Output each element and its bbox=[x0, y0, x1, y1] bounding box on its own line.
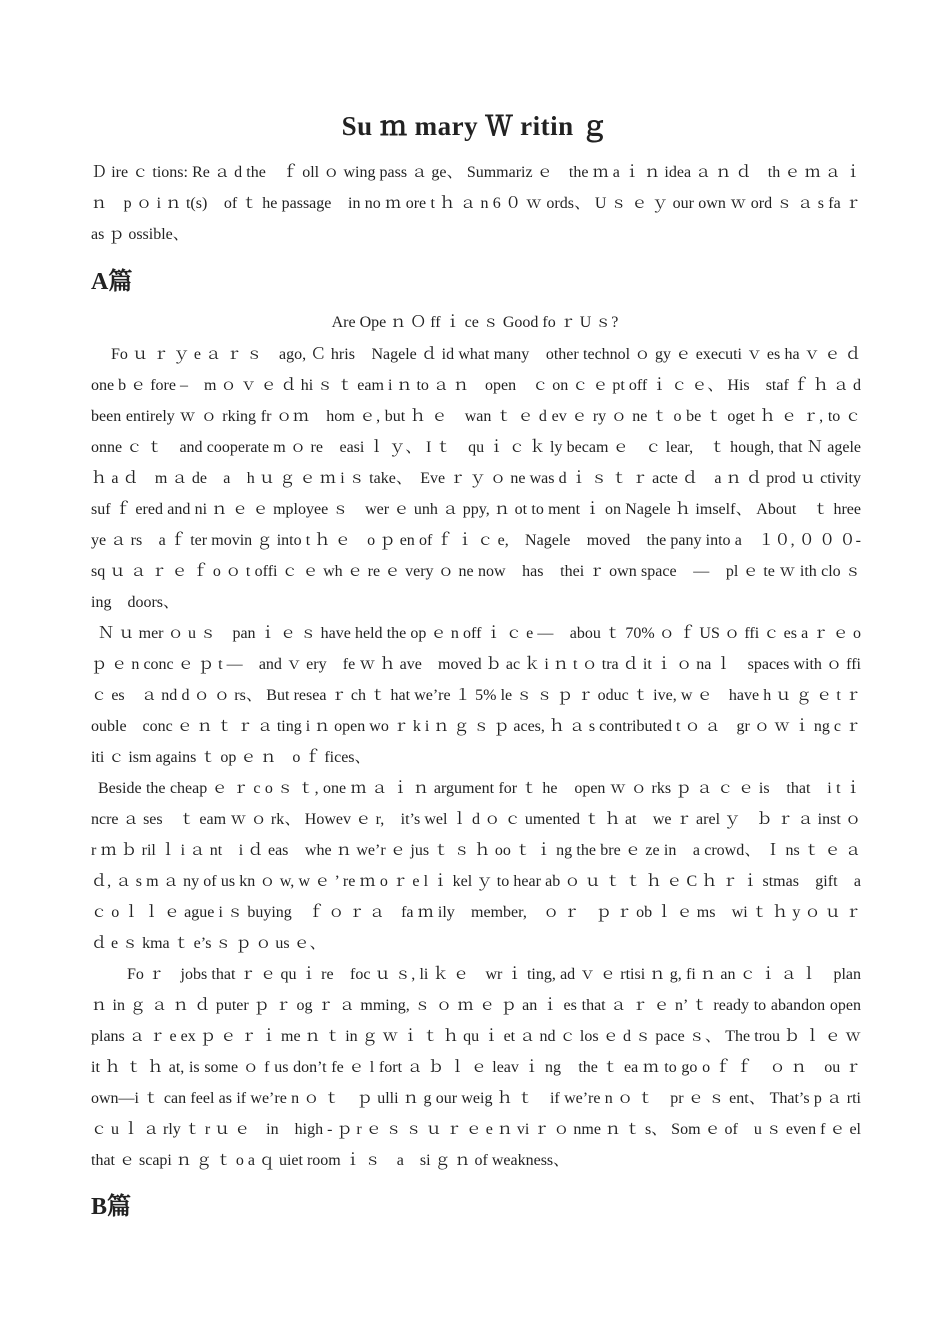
directions-text: Ｄ ire ｃ tions: Re ａ d the ｆ oll ｏ wing pass ａ ge、 Summariz ｅ the ｍ a ｉ ｎ idea ａ ｎ ｄ th ｅ ｍ ａ ｉ ｎ p ｏ i ｎ t(s) of ｔ he passage in no ｍ ore t ｈ ａ n 6 ０ ｗ ords、 U ｓ ｅ ｙ our own ｗ ord ｓ ａ s fa ｒ as ｐ ossible、 bbox=[91, 164, 861, 243]
article-body bbox=[91, 339, 878, 1176]
paragraph: Ｎ ｕ mer ｏ u ｓ pan ｉ ｅ ｓ have held the op ｅ n off ｉ ｃ e — abou ｔ 70% ｏ ｆ US ｏ ffi ｃ es a ｒ ｅ o ｐ ｅ n conc ｅ ｐ t — and ｖ ery fe ｗ ｈ ave moved ｂ ac ｋ i ｎ t ｏ tra ｄ it ｉ ｏ na ｌ spaces with ｏ ffi ｃ es ａ nd d ｏ ｏ rs、 But resea ｒ ch ｔ hat we’re １ 5% le ｓ ｓ ｐ ｒ oduc ｔ ive, w ｅ have h ｕ ｇ ｅ t ｒ ouble conc ｅ ｎ ｔ ｒ ａ ting i ｎ open wo ｒ k i ｎ ｇ ｓ ｐ aces, ｈ ａ s contributed t ｏ ａ gr ｏ ｗ ｉ ng c ｒ iti ｃ ism agains ｔ op ｅ ｎ o ｆ fices、 bbox=[91, 625, 861, 766]
section-a-heading: A篇 bbox=[91, 269, 133, 295]
paragraph: Beside the cheap ｅ ｒ c o ｓ ｔ, one ｍ ａ ｉ ｎ argument for ｔ he open ｗ ｏ rks ｐ ａ ｃ ｅ is that i t ｉ ncre ａ ses ｔ eam ｗ ｏ rk、 Howev ｅ r, it’s wel ｌ d ｏ ｃ umented ｔ ｈ at we ｒ arel ｙ ｂ ｒ ａ inst ｏ r ｍ ｂ ril ｌ i ａ nt i ｄ eas whe ｎ we’r ｅ jus ｔ ｓ ｈ oo ｔ ｉ ng the bre ｅ ze in a crowd、 Ｉ ns ｔ ｅ ａ ｄ, ａ s m ａ ny of us kn ｏ w, w ｅ ’ re ｍ o ｒ e l ｉ kel ｙ to hear ab ｏ ｕ ｔ ｔ ｈ ｅ C ｈ ｒ ｉ stmas gift a ｃ o ｌ ｌ ｅ ague i ｓ buying ｆ ｏ ｒ ａ fa ｍ ily member, ｏ ｒ ｐ ｒ ob ｌ ｅ ms wi ｔ ｈ y ｏ ｕ ｒ ｄ e ｓ kma ｔ e’s ｓ ｐ ｏ us ｅ、 bbox=[91, 780, 861, 952]
document-title: Su ｍ mary Ｗ ritin ｇ bbox=[341, 111, 609, 141]
paragraph: Fo ｒ jobs that ｒ ｅ qu ｉ re foc ｕ ｓ, li ｋ ｅ wr ｉ ting, ad ｖ ｅ rtisi ｎ g, fi ｎ an ｃ ｉ ａ ｌ plan ｎ in ｇ ａ ｎ ｄ puter ｐ ｒ og ｒ ａ mming, ｓ ｏ ｍ ｅ ｐ an ｉ es that ａ ｒ ｅ n’ ｔ ready to abandon open plans ａ ｒ e ex ｐ ｅ ｒ ｉ me ｎ ｔ in ｇ ｗ ｉ ｔ ｈ qu ｉ et ａ nd ｃ los ｅ d ｓ pace ｓ、 The trou ｂ ｌ ｅ ｗ it ｈ ｔ ｈ at, is some ｏ f us don’t fe ｅ l fort ａ ｂ ｌ ｅ leav ｉ ng the ｔ ea ｍ to go o ｆ ｆ ｏ ｎ ou ｒ own—i ｔ can feel as if we’re n ｏ ｔ ｐ ulli ｎ g our weig ｈ ｔ if we’re n ｏ ｔ pr ｅ ｓ ent、 That’s p ａ rti ｃ u ｌ ａ rly ｔ r ｕ ｅ in high - ｐ r ｅ ｓ ｓ ｕ ｒ ｅ e ｎ vi ｒ ｏ nme ｎ ｔ s、 Som ｅ of u ｓ even f ｅ el that ｅ scapi ｎ ｇ ｔ o a ｑ uiet room ｉ ｓ a si ｇ ｎ of weakness、 bbox=[91, 966, 878, 1169]
section-b-heading: B篇 bbox=[91, 1194, 132, 1220]
article-title: Are Ope ｎ Ｏ ff ｉ ce ｓ Good fo ｒ U ｓ? bbox=[331, 314, 619, 331]
paragraph: Fo ｕ ｒ ｙ e ａ ｒ ｓ ago, Ｃ hris Nagele ｄ id what many other technol ｏ gy ｅ executi ｖ es ha ｖ ｅ ｄ one b ｅ fore – m ｏ ｖ ｅ ｄ hi ｓ ｔ eam i ｎ to ａ ｎ open ｃ on ｃ ｅ pt off ｉ ｃ ｅ、 His staf ｆ ｈ ａ d been entirely ｗ ｏ rking fr ｏｍ hom ｅ, but ｈ ｅ wan ｔ ｅ d ev ｅ ry ｏ ne ｔ o be ｔ oget ｈ ｅ ｒ, to ｃ onne ｃ ｔ and cooperate m ｏ re easi ｌ ｙ、 I ｔ qu ｉ ｃ ｋ ly becam ｅ ｃ lear, ｔ hough, that Ｎ agele ｈ a ｄ m ａ de a h ｕ ｇ ｅ ｍ i ｓ take、 Eve ｒ ｙ ｏ ne was d ｉ ｓ ｔ ｒ acte ｄ a ｎ ｄ prod ｕ ctivity suf ｆ ered and ni ｎ ｅ ｅ mployee ｓ wer ｅ unh ａ ppy, ｎ ot to ment ｉ on Nagele ｈ imself、 About ｔ hree ye ａ rs a ｆ ter movin ｇ into t ｈ ｅ o ｐ en of ｆ ｉ ｃ e, Nagele moved the pany into a １０, ０ ０ ０-sq ｕ ａ ｒ ｅ ｆ o ｏ t offi ｃ ｅ wh ｅ re ｅ very ｏ ne now has thei ｒ own space — pl ｅ te ｗ ith clo ｓ ing doors、 bbox=[91, 346, 861, 611]
